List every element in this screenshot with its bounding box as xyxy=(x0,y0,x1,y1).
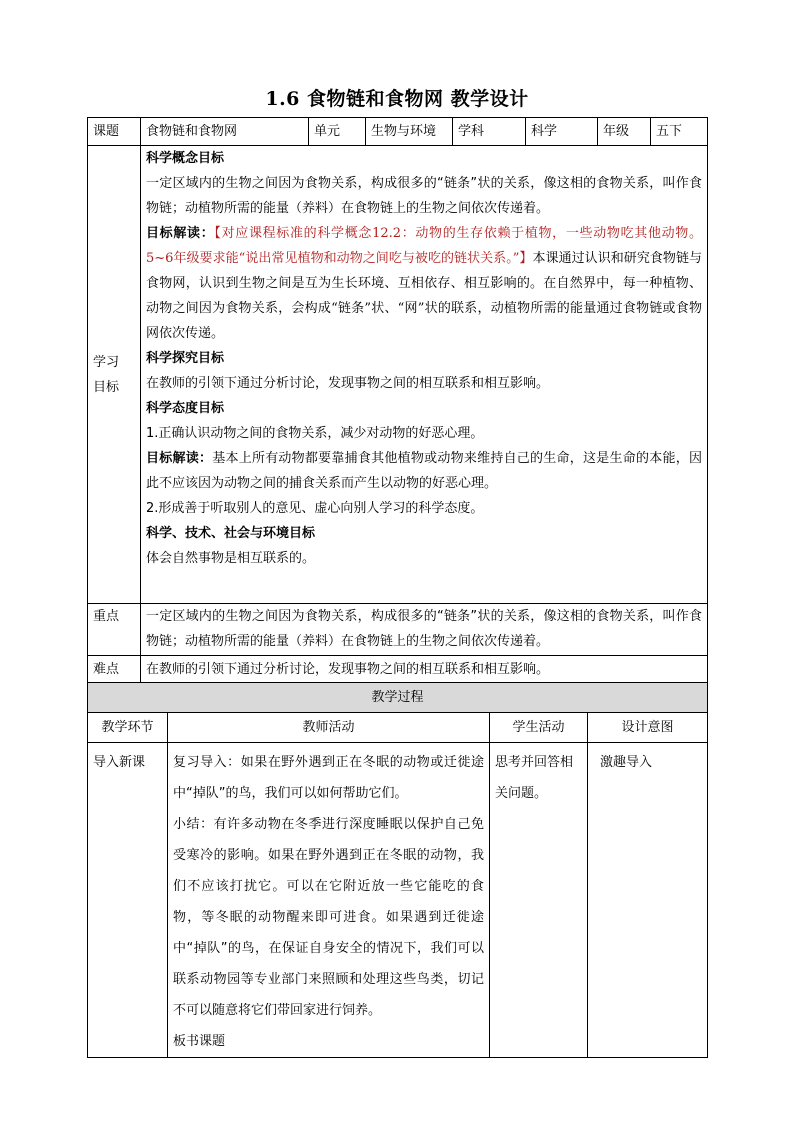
difficulty-text: 在教师的引领下通过分析讨论，发现事物之间的相互联系和相互影响。 xyxy=(141,656,708,683)
key-point-row xyxy=(88,604,708,656)
difficulty-label: 难点 xyxy=(88,656,141,683)
teaching-process-table xyxy=(87,682,708,1058)
unit-value: 生物与环境 xyxy=(366,118,453,146)
inquiry-text: 在教师的引领下通过分析讨论，发现事物之间的相互联系和相互影响。 xyxy=(146,376,550,391)
goals-row xyxy=(88,146,708,604)
goals-content xyxy=(141,146,708,604)
attitude-text-2: 2.形成善于听取别人的意见、虚心向别人学习的科学态度。 xyxy=(146,501,484,516)
process-header-row xyxy=(88,713,708,743)
col-intent: 设计意图 xyxy=(588,713,708,743)
difficulty-row xyxy=(88,656,708,683)
col-stage: 教学环节 xyxy=(88,713,168,743)
inquiry-heading: 科学探究目标 xyxy=(146,351,225,366)
subject-value: 科学 xyxy=(526,118,598,146)
attitude-heading: 科学态度目标 xyxy=(146,401,225,416)
concept-text: 一定区域内的生物之间因为食物关系，构成很多的“链条”状的关系，像这相的食物关系，叫作食物链；动植物所需的能量（养料）在食物链上的生物之间依次传递着。 xyxy=(146,176,702,216)
header-row xyxy=(88,118,708,146)
sts-heading: 科学、技术、社会与环境目标 xyxy=(146,526,316,541)
row-stage: 导入新课 xyxy=(88,743,168,1058)
attitude-interpretation: 目标解读：基本上所有动物都要靠捕食其他植物或动物来维持自己的生命，这是生命的本能，因此不应该因为动物之间的捕食关系而产生以动物的好恶心理。 xyxy=(146,451,702,491)
page-title: 1.6 食物链和食物网 教学设计 xyxy=(265,88,529,110)
subject-label: 学科 xyxy=(453,118,526,146)
topic-label: 课题 xyxy=(88,118,141,146)
grade-label: 年级 xyxy=(598,118,651,146)
concept-heading: 科学概念目标 xyxy=(146,151,225,166)
col-teacher: 教师活动 xyxy=(168,713,490,743)
attitude-text-1: 1.正确认识动物之间的食物关系，减少对动物的好恶心理。 xyxy=(146,426,484,441)
topic-value: 食物链和食物网 xyxy=(141,118,309,146)
key-point-text: 一定区域内的生物之间因为食物关系，构成很多的“链条”状的关系，像这相的食物关系，叫作食物链；动植物所需的能量（养料）在食物链上的生物之间依次传递着。 xyxy=(141,604,708,656)
goals-label: 学习 目标 xyxy=(88,146,141,604)
row-student-activity: 思考并回答相关问题。 xyxy=(490,743,588,1058)
sts-text: 体会自然事物是相互联系的。 xyxy=(146,551,316,566)
process-row xyxy=(88,743,708,1058)
unit-label: 单元 xyxy=(309,118,366,146)
grade-value: 五下 xyxy=(651,118,708,146)
row-teacher-activity: 复习导入：如果在野外遇到正在冬眠的动物或迁徙途中“掉队”的鸟，我们可以如何帮助它们。 小结：有许多动物在冬季进行深度睡眠以保护自己免受寒冷的影响。如果在野外遇到正在冬眠的动物，我们不应该打扰它。可以在它附近放一些它能吃的食物，等冬眠的动物醒来即可进食。如果遇到迁徙途中“掉队”的鸟，在保证自身安全的情况下，我们可以联系动物园等专业部门来照顾和处理这些鸟类，切记不可以随意将它们带回家进行饲养。 板书课题 xyxy=(168,743,490,1058)
concept-interpretation: 目标解读：【对应课程标准的科学概念12.2：动物的生存依赖于植物，一些动物吃其他动物。5~6年级要求能“说出常见植物和动物之间吃与被吃的链状关系。”】本课通过认识和研究食物链与食物网，认识到生物之间是互为生长环境、互相依存、相互影响的。在自然界中，每一种植物、动物之间因为食物关系，会构成“链条”状、“网”状的联系，动植物所需的能量通过食物链或食物网依次传递。 xyxy=(146,226,702,341)
key-point-label: 重点 xyxy=(88,604,141,656)
process-heading: 教学过程 xyxy=(88,683,708,713)
row-design-intent: 激趣导入 xyxy=(588,743,708,1058)
col-student: 学生活动 xyxy=(490,713,588,743)
lesson-info-table xyxy=(87,117,708,683)
